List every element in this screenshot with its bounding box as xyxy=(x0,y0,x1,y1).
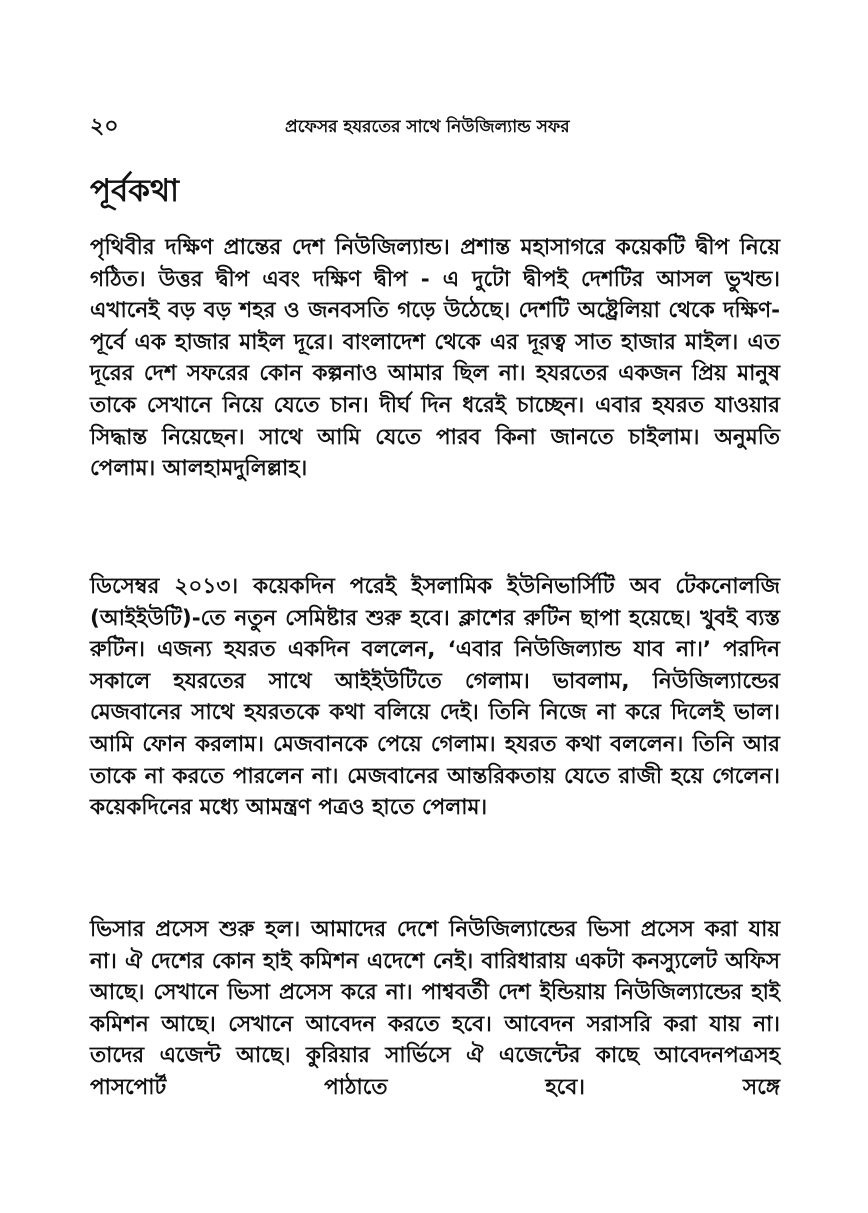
page-number: ২০ xyxy=(90,114,119,139)
paragraph-3: ভিসার প্রসেস শুরু হল। আমাদের দেশে নিউজিল্যান্ডের ভিসা প্রসেস করা যায় না। ঐ দেশের কোন হাই কমিশন এদেশে নেই। বারিধারায় একটা কনস্যুলেট অফিস আছে। সেখানে ভিসা প্রসেস করে না। পাশ্ববর্তী দেশ ইন্ডিয়ায় নিউজিল্যান্ডের হাই কমিশন আছে। সেখানে আবেদন করতে হবে। আবেদন সরাসরি করা যায় না। তাদের এজেন্ট আছে। কুরিয়ার সার্ভিসে ঐ এজেন্টের কাছে আবেদনপত্রসহ পাসপোর্ট পাঠাতে হবে। সঙ্গে xyxy=(90,917,780,1100)
chapter-heading: পূর্বকথা xyxy=(90,173,180,209)
running-header xyxy=(90,112,780,142)
running-title: প্রফেসর হযরতের সাথে নিউজিল্যান্ড সফর xyxy=(285,117,570,137)
paragraph-2: ডিসেম্বর ২০১৩। কয়েকদিন পরেই ইসলামিক ইউনিভার্সিটি অব টেকনোলজি (আইইউটি)-তে নতুন সেমিষ্টার শুরু হবে। ক্লাশের রুটিন ছাপা হয়েছে। খুবই ব্যস্ত রুটিন। এজন্য হযরত একদিন বললেন, ‘এবার নিউজিল্যান্ড যাব না।’ পরদিন সকালে হযরতের সাথে আইইউটিতে গেলাম। ভাবলাম, নিউজিল্যান্ডের মেজবানের সাথে হযরতকে কথা বলিয়ে দেই। তিনি নিজে না করে দিলেই ভাল। আমি ফোন করলাম। মেজবানকে পেয়ে গেলাম। হযরত কথা বললেন। তিনি আর তাকে না করতে পারলেন না। মেজবানের আন্তরিকতায় যেতে রাজী হয়ে গেলেন। কয়েকদিনের মধ্যে আমন্ত্রণ পত্রও হাতে পেলাম। xyxy=(90,574,780,821)
paragraph-1: পৃথিবীর দক্ষিণ প্রান্তের দেশ নিউজিল্যান্ড। প্রশান্ত মহাসাগরে কয়েকটি দ্বীপ নিয়ে গঠিত। উত্তর দ্বীপ এবং দক্ষিণ দ্বীপ - এ দুটো দ্বীপই দেশটির আসল ভুখন্ড। এখানেই বড় বড় শহর ও জনবসতি গড়ে উঠেছে। দেশটি অষ্ট্রেলিয়া থেকে দক্ষিণ-পূর্বে এক হাজার মাইল দূরে। বাংলাদেশ থেকে এর দূরত্ব সাত হাজার মাইল। এত দূরের দেশ সফরের কোন কল্পনাও আমার ছিল না। হযরতের একজন প্রিয় মানুষ তাকে সেখানে নিয়ে যেতে চান। দীর্ঘ দিন ধরেই চাচ্ছেন। এবার হযরত যাওয়ার সিদ্ধান্ত নিয়েছেন। সাথে আমি যেতে পারব কিনা জানতে চাইলাম। অনুমতি পেলাম। আলহামদুলিল্লাহ। xyxy=(90,235,780,482)
